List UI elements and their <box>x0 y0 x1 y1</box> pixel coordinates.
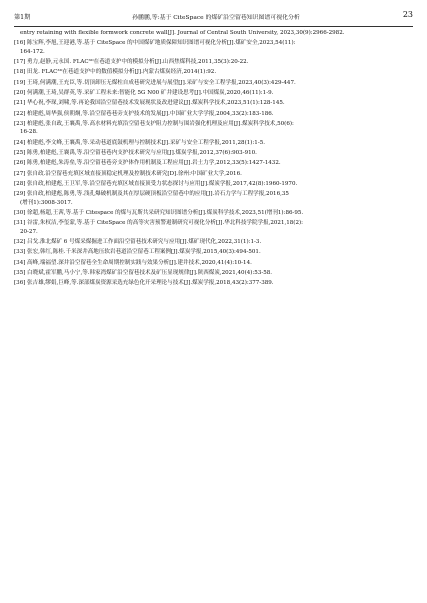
reference-item <box>14 99 413 108</box>
reference-item <box>14 79 413 88</box>
reference-number: [20] <box>14 90 26 96</box>
reference-number: [19] <box>14 79 26 86</box>
reference-number: [17] <box>14 59 26 66</box>
reference-text-line: 张自政.沿空留巷充填区域直接顶稳定机理及控制技术研究[D].徐州:中国矿业大学,2016. <box>27 170 242 177</box>
reference-text-line: 张吉雄,缪娟,巨峰,等.深部煤炭资源采选充绿色化开采理论与技术[J].煤炭学报,2018,43(2):377-389. <box>27 280 274 287</box>
reference-list <box>14 29 413 290</box>
reference-text-line: 白晓斌,霍军鹏,马小宁,等.韩家湾煤矿沿空留巷技术及矿压显现规律[J].陕西煤炭,2021,40(4):53-58. <box>27 270 273 276</box>
reference-text-line: 陈勇,柏建彪,朱涛垒,等.沿空留巷巷旁支护体作用机制及工程应用[J].岩土力学,2012,33(5):1427-1432. <box>27 160 281 167</box>
reference-number: [18] <box>14 69 26 76</box>
reference-item <box>14 248 413 257</box>
reference-number: [26] <box>14 160 26 167</box>
reference-item <box>14 279 413 288</box>
reference-text-line: 勇力,赵静,元永国. FLAC³ᴰ在巷道支护中的模拟分析[J].山西焦煤科技,2011,35(3):20-22. <box>27 59 249 66</box>
reference-text-line: 张自政,柏建彪,陈勇,等.浅孔爆破机制及其在厚层硬顶板沿空留巷中的应用[J].岩石力学与工程学报,2016,35 <box>27 191 289 198</box>
reference-text-line: 20-27. <box>20 228 38 235</box>
reference-number: [36] <box>14 280 26 287</box>
reference-number: [22] <box>14 110 26 117</box>
reference-item <box>14 89 413 98</box>
reference-number: [34] <box>14 259 26 266</box>
running-title: 孙鹏鹏,等:基于 CiteSpace 的煤矿沿空留巷知识图谱可视化分析 <box>132 15 300 21</box>
reference-number: [23] <box>14 120 26 127</box>
reference-text-line: 柏建彪,张自政,王襄禹,等.高水材料充填沿空留巷支护阻力控制与围岩强化机理及应用[J].煤炭科学技术,50(6): <box>27 120 294 127</box>
reference-number: [31] <box>14 220 26 227</box>
reference-text-line: 何满潮,王琦,吴群英,等.采矿工程未来:智能化 5G N00 矿井建设思考[J].中国煤炭,2020,46(11):1-9. <box>27 90 274 96</box>
reference-number: [35] <box>14 270 26 276</box>
reference-item <box>14 209 413 218</box>
reference-item <box>14 180 413 189</box>
reference-text-line: 谷雷,朱权洁,李玺蒙,等.基于 CiteSpace 的高等灾害预警遏制研究可视化分析[J].华北科技学院学报,2021,18(2): <box>27 220 304 227</box>
reference-item <box>14 190 413 207</box>
reference-item <box>14 238 413 247</box>
reference-number: [16] <box>14 40 26 47</box>
reference-item <box>14 139 413 148</box>
reference-text-line: 华心祝,李琛,刘啸,等.再论我国沿空留巷技术发展现状及改进建议[J].煤炭科学技术,2023,51(1):128-145. <box>27 100 285 107</box>
reference-number: [28] <box>14 180 26 187</box>
reference-text-line: 柏建彪,李文峰,王襄禹,等.采动巷道底鼓机理与控制技术[J].采矿与安全工程学报,2011,28(1):1-5. <box>27 139 265 146</box>
header-rule <box>14 26 413 27</box>
reference-item <box>14 29 413 38</box>
reference-text-line: 吕戈.淮北煤矿 6 号煤采煤掘进工作面沿空留巷技术研究与应用[J].煤矿现代化,2022,31(1):1-3. <box>27 239 262 246</box>
page-number: 23 <box>402 10 413 19</box>
reference-number: [33] <box>14 249 26 256</box>
reference-item <box>14 219 413 236</box>
reference-item <box>14 259 413 268</box>
reference-text-line: 田龙. FLAC³ᴰ在巷道支护中的数值模拟分析[J].内蒙古煤炭经济,2014(1):92. <box>27 69 217 76</box>
reference-text-line: 张宏,韩红,陈桂.千米深井高地压软岩巷道沿空留巷工程案例[J].煤炭学报,2015,40(3):494-501. <box>27 249 261 256</box>
reference-text-line: entry retaining with flexible formwork concrete wall[J]. Journal of Central South University, 2023,30(9):2966-2982. <box>20 30 345 36</box>
reference-text-line: 柏建彪,周华强,侯朝炯,等.沿空留巷巷旁支护技术的发展[J].中国矿业大学学报,2004,33(2):183-186. <box>27 110 274 117</box>
reference-item <box>14 159 413 168</box>
running-header <box>14 10 413 24</box>
reference-text-line: 164-172. <box>20 48 45 55</box>
reference-text-line: 高峰,端福望.深井沿空留巷全生命周期控制实践与效果分析[J].建井技术,2020,41(4):10-14. <box>27 259 252 266</box>
reference-item <box>14 58 413 67</box>
reference-number: [24] <box>14 139 26 146</box>
reference-text-line: 陈勇,柏建彪,王襄禹,等.沿空留巷巷内支护技术研究与应用[J].煤炭学报,2012,37(6):903-910. <box>27 150 257 156</box>
reference-item <box>14 269 413 278</box>
reference-number: [27] <box>14 170 26 177</box>
reference-item <box>14 68 413 77</box>
reference-item <box>14 39 413 56</box>
reference-text-line: 16-28. <box>20 129 38 136</box>
reference-number: [21] <box>14 100 26 107</box>
reference-number: [25] <box>14 150 26 156</box>
reference-item <box>14 170 413 179</box>
reference-number: [30] <box>14 210 26 216</box>
reference-number: [29] <box>14 191 26 198</box>
reference-text-line: 王琦,何满潮,王充臣,等.切顶卸压无煤柱自成巷研究进展与展望[J].采矿与安全工程学报,2023,40(3):429-447. <box>27 79 296 86</box>
reference-text-line: 徐超,杨超,王茜,等.基于 Citespace 的煤与瓦斯共采研究知识图谱分析[J].煤炭科学技术,2023,51(增刊1):86-95. <box>27 210 304 216</box>
reference-number: [32] <box>14 239 26 246</box>
reference-item <box>14 149 413 158</box>
issue-label: 第1期 <box>14 14 31 21</box>
reference-text-line: (增刊1):3008-3017. <box>20 199 73 206</box>
reference-item <box>14 110 413 119</box>
reference-text-line: 陈宝辉,李旭,王迎港,等.基于 CiteSpace 的中国煤矿地质保障知识图谱可视化分析[J].煤矿安全,2023,54(11): <box>27 40 296 47</box>
reference-text-line: 张自政,柏建彪,王卫军,等.沿空留巷充填区域直接顶受力状态探讨与应用[J].煤炭学报,2017,42(8):1960-1970. <box>27 180 298 187</box>
reference-item <box>14 120 413 137</box>
